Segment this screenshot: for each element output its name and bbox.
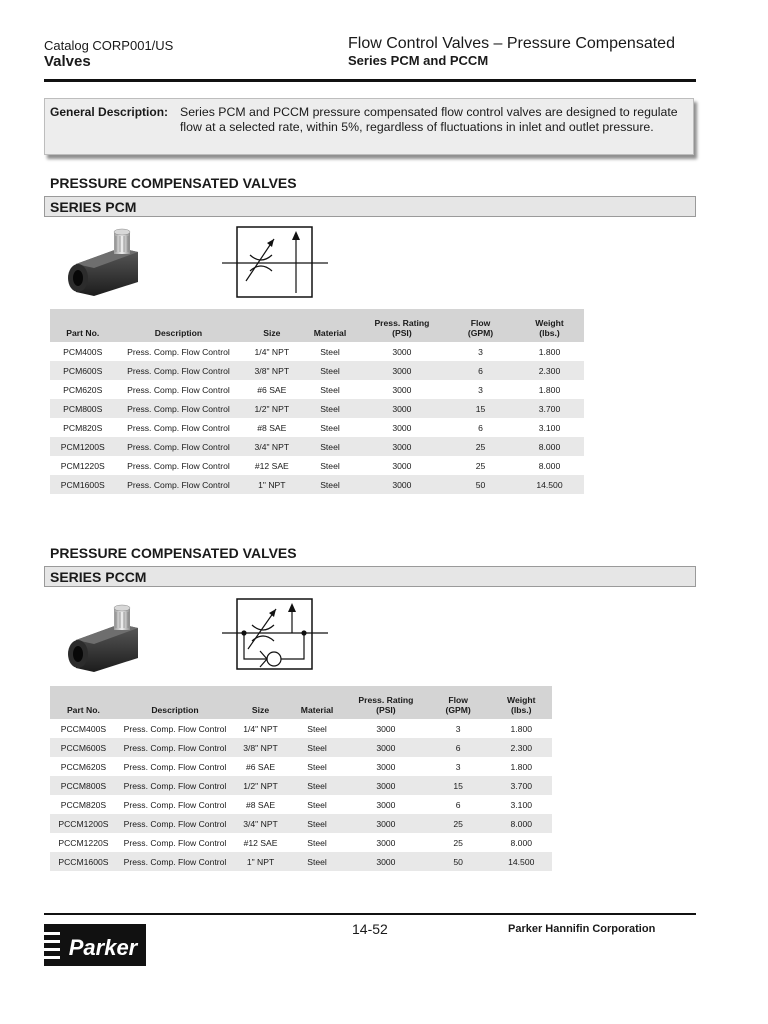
section-heading-pccm: PRESSURE COMPENSATED VALVES <box>50 545 297 561</box>
cell-part-no: PCCM1600S <box>50 852 117 871</box>
col-press-rating: Press. Rating (PSI) <box>358 309 446 342</box>
cell-material: Steel <box>320 346 340 357</box>
cell-part-no: PCM620S <box>63 384 103 395</box>
col-flow: Flow (GPM) <box>446 309 515 342</box>
cell-flow: 25 <box>453 837 463 848</box>
table-row <box>50 361 584 380</box>
cell-material: Steel <box>307 799 327 810</box>
cell-description: Press. Comp. Flow Control <box>116 475 242 494</box>
cell-material: Steel <box>320 460 340 471</box>
cell-size: 3/4" NPT <box>241 437 302 456</box>
cell-part-no: PCM1220S <box>60 460 105 471</box>
footer-divider <box>44 913 696 915</box>
cell-size: 1/2" NPT <box>241 399 302 418</box>
col-flow: Flow (GPM) <box>426 686 491 719</box>
header-divider <box>44 79 696 82</box>
table-row <box>50 795 552 814</box>
cell-part-no: PCCM600S <box>50 738 117 757</box>
cell-material: Steel <box>307 723 327 734</box>
cell-size: #8 SAE <box>245 799 276 810</box>
table-row <box>50 833 552 852</box>
cell-part-no: PCM1600S <box>50 475 116 494</box>
col-material: Material <box>288 686 346 719</box>
cell-material: Steel <box>302 475 357 494</box>
cell-material: Steel <box>320 422 340 433</box>
col-weight: Weight (lbs.) <box>491 686 552 719</box>
pccm-valve-image <box>58 598 148 674</box>
cell-press-rating: 3000 <box>392 422 412 433</box>
cell-weight: 3.700 <box>491 776 552 795</box>
cell-weight: 1.800 <box>510 723 533 734</box>
cell-description: Press. Comp. Flow Control <box>117 738 233 757</box>
cell-description: Press. Comp. Flow Control <box>116 437 242 456</box>
description-text: Series PCM and PCCM pressure compensated flow control valves are designed to regulate flow at a selected rate, within 5%, regardless of fluctuations in inlet and outlet pressure. <box>180 105 678 134</box>
cell-part-no: PCM1200S <box>50 437 116 456</box>
general-description-box <box>44 98 694 155</box>
cell-press-rating: 3000 <box>346 852 426 871</box>
col-weight: Weight (lbs.) <box>515 309 584 342</box>
cell-description: Press. Comp. Flow Control <box>123 799 227 810</box>
cell-weight: 1.800 <box>510 761 533 772</box>
cell-press-rating: 3000 <box>376 837 396 848</box>
cell-description: Press. Comp. Flow Control <box>123 837 227 848</box>
cell-size: 1/4" NPT <box>243 723 278 734</box>
table-row <box>50 456 584 475</box>
cell-flow: 15 <box>446 399 515 418</box>
series-bar-pcm <box>44 196 696 217</box>
page-title: Flow Control Valves – Pressure Compensated <box>348 35 675 52</box>
col-description: Description <box>117 686 233 719</box>
cell-size: 1" NPT <box>241 475 302 494</box>
pcm-valve-image <box>58 222 148 298</box>
cell-description: Press. Comp. Flow Control <box>116 399 242 418</box>
pcm-schematic-symbol <box>222 225 328 299</box>
section-heading-pcm: PRESSURE COMPENSATED VALVES <box>50 175 297 191</box>
cell-press-rating: 3000 <box>376 799 396 810</box>
table-row <box>50 399 584 418</box>
cell-flow: 15 <box>426 776 491 795</box>
cell-part-no: PCM800S <box>50 399 116 418</box>
series-label-pccm: SERIES PCCM <box>50 569 147 585</box>
table-row <box>50 380 584 399</box>
cell-press-rating: 3000 <box>392 384 412 395</box>
cell-flow: 6 <box>455 799 461 810</box>
series-label-pcm: SERIES PCM <box>50 199 137 215</box>
cell-part-no: PCCM800S <box>50 776 117 795</box>
parker-logo-text: Parker <box>68 935 138 960</box>
cell-material: Steel <box>288 776 346 795</box>
cell-material: Steel <box>302 437 357 456</box>
cell-size: 1" NPT <box>233 852 288 871</box>
table-row <box>50 757 552 776</box>
cell-weight: 14.500 <box>515 475 584 494</box>
table-row <box>50 776 552 795</box>
cell-press-rating: 3000 <box>358 475 446 494</box>
series-bar-pccm <box>44 566 696 587</box>
cell-press-rating: 3000 <box>346 814 426 833</box>
cell-flow: 6 <box>426 738 491 757</box>
cell-part-no: PCCM820S <box>60 799 107 810</box>
cell-flow: 25 <box>426 814 491 833</box>
cell-weight: 3.100 <box>510 799 533 810</box>
cell-flow: 3 <box>455 723 461 734</box>
cell-material: Steel <box>307 761 327 772</box>
cell-weight: 8.000 <box>515 437 584 456</box>
cell-press-rating: 3000 <box>376 761 396 772</box>
cell-weight: 14.500 <box>491 852 552 871</box>
cell-weight: 1.800 <box>538 384 561 395</box>
cell-size: 1/2" NPT <box>233 776 288 795</box>
table-row <box>50 852 552 871</box>
cell-description: Press. Comp. Flow Control <box>123 723 227 734</box>
cell-part-no: PCCM1220S <box>58 837 109 848</box>
table-row <box>50 719 552 738</box>
cell-material: Steel <box>288 738 346 757</box>
cell-press-rating: 3000 <box>392 346 412 357</box>
cell-material: Steel <box>302 361 357 380</box>
cell-press-rating: 3000 <box>358 399 446 418</box>
cell-flow: 3 <box>478 346 483 357</box>
cell-part-no: PCCM1200S <box>50 814 117 833</box>
cell-description: Press. Comp. Flow Control <box>117 852 233 871</box>
cell-size: #12 SAE <box>254 460 289 471</box>
cell-press-rating: 3000 <box>392 460 412 471</box>
cell-size: 3/8" NPT <box>233 738 288 757</box>
cell-material: Steel <box>302 399 357 418</box>
cell-weight: 8.000 <box>538 460 561 471</box>
cell-flow: 6 <box>446 361 515 380</box>
cell-part-no: PCCM400S <box>60 723 107 734</box>
cell-flow: 25 <box>446 437 515 456</box>
cell-press-rating: 3000 <box>346 776 426 795</box>
cell-size: 1/4" NPT <box>254 346 290 357</box>
cell-description: Press. Comp. Flow Control <box>116 361 242 380</box>
parker-logo <box>44 924 146 966</box>
cell-flow: 25 <box>475 460 486 471</box>
cell-description: Press. Comp. Flow Control <box>117 814 233 833</box>
cell-description: Press. Comp. Flow Control <box>117 776 233 795</box>
cell-weight: 1.800 <box>538 346 561 357</box>
col-description: Description <box>116 309 242 342</box>
table-row <box>50 418 584 437</box>
cell-part-no: PCM600S <box>50 361 116 380</box>
cell-size: #6 SAE <box>245 761 276 772</box>
cell-material: Steel <box>288 852 346 871</box>
cell-part-no: PCM820S <box>63 422 103 433</box>
col-material: Material <box>302 309 357 342</box>
cell-weight: 3.700 <box>515 399 584 418</box>
cell-weight: 8.000 <box>491 814 552 833</box>
company-name: Parker Hannifin Corporation <box>508 923 656 935</box>
cell-size: 3/4" NPT <box>233 814 288 833</box>
cell-description: Press. Comp. Flow Control <box>123 761 227 772</box>
cell-press-rating: 3000 <box>376 723 396 734</box>
cell-material: Steel <box>320 384 340 395</box>
cell-press-rating: 3000 <box>358 437 446 456</box>
table-row <box>50 475 584 494</box>
col-part-no: Part No. <box>50 686 117 719</box>
col-size: Size <box>233 686 288 719</box>
table-header-row <box>50 686 552 719</box>
table-row <box>50 437 584 456</box>
cell-part-no: PCCM620S <box>60 761 107 772</box>
cell-part-no: PCM400S <box>63 346 103 357</box>
cell-size: #6 SAE <box>257 384 287 395</box>
cell-size: #12 SAE <box>243 837 278 848</box>
cell-material: Steel <box>288 814 346 833</box>
cell-size: #8 SAE <box>257 422 287 433</box>
table-row <box>50 738 552 757</box>
col-part-no: Part No. <box>50 309 116 342</box>
cell-press-rating: 3000 <box>346 738 426 757</box>
col-press-rating: Press. Rating (PSI) <box>346 686 426 719</box>
page-subtitle: Series PCM and PCCM <box>348 53 489 68</box>
cell-press-rating: 3000 <box>358 361 446 380</box>
cell-flow: 50 <box>446 475 515 494</box>
cell-weight: 3.100 <box>538 422 561 433</box>
page-number: 14-52 <box>352 921 388 937</box>
table-row <box>50 342 584 361</box>
cell-description: Press. Comp. Flow Control <box>127 346 230 357</box>
cell-flow: 3 <box>455 761 461 772</box>
pcm-table <box>50 309 584 494</box>
cell-flow: 50 <box>426 852 491 871</box>
catalog-number: Catalog CORP001/US <box>44 38 174 53</box>
cell-description: Press. Comp. Flow Control <box>127 460 230 471</box>
cell-weight: 8.000 <box>510 837 533 848</box>
pccm-table <box>50 686 552 871</box>
pccm-schematic-symbol <box>222 597 328 671</box>
section-name: Valves <box>44 53 91 70</box>
cell-weight: 2.300 <box>515 361 584 380</box>
cell-material: Steel <box>307 837 327 848</box>
cell-flow: 6 <box>478 422 483 433</box>
cell-description: Press. Comp. Flow Control <box>127 384 230 395</box>
cell-size: 3/8" NPT <box>241 361 302 380</box>
cell-weight: 2.300 <box>491 738 552 757</box>
table-row <box>50 814 552 833</box>
cell-flow: 3 <box>478 384 483 395</box>
cell-description: Press. Comp. Flow Control <box>127 422 230 433</box>
description-label: General Description: <box>50 105 169 119</box>
col-size: Size <box>241 309 302 342</box>
table-header-row <box>50 309 584 342</box>
